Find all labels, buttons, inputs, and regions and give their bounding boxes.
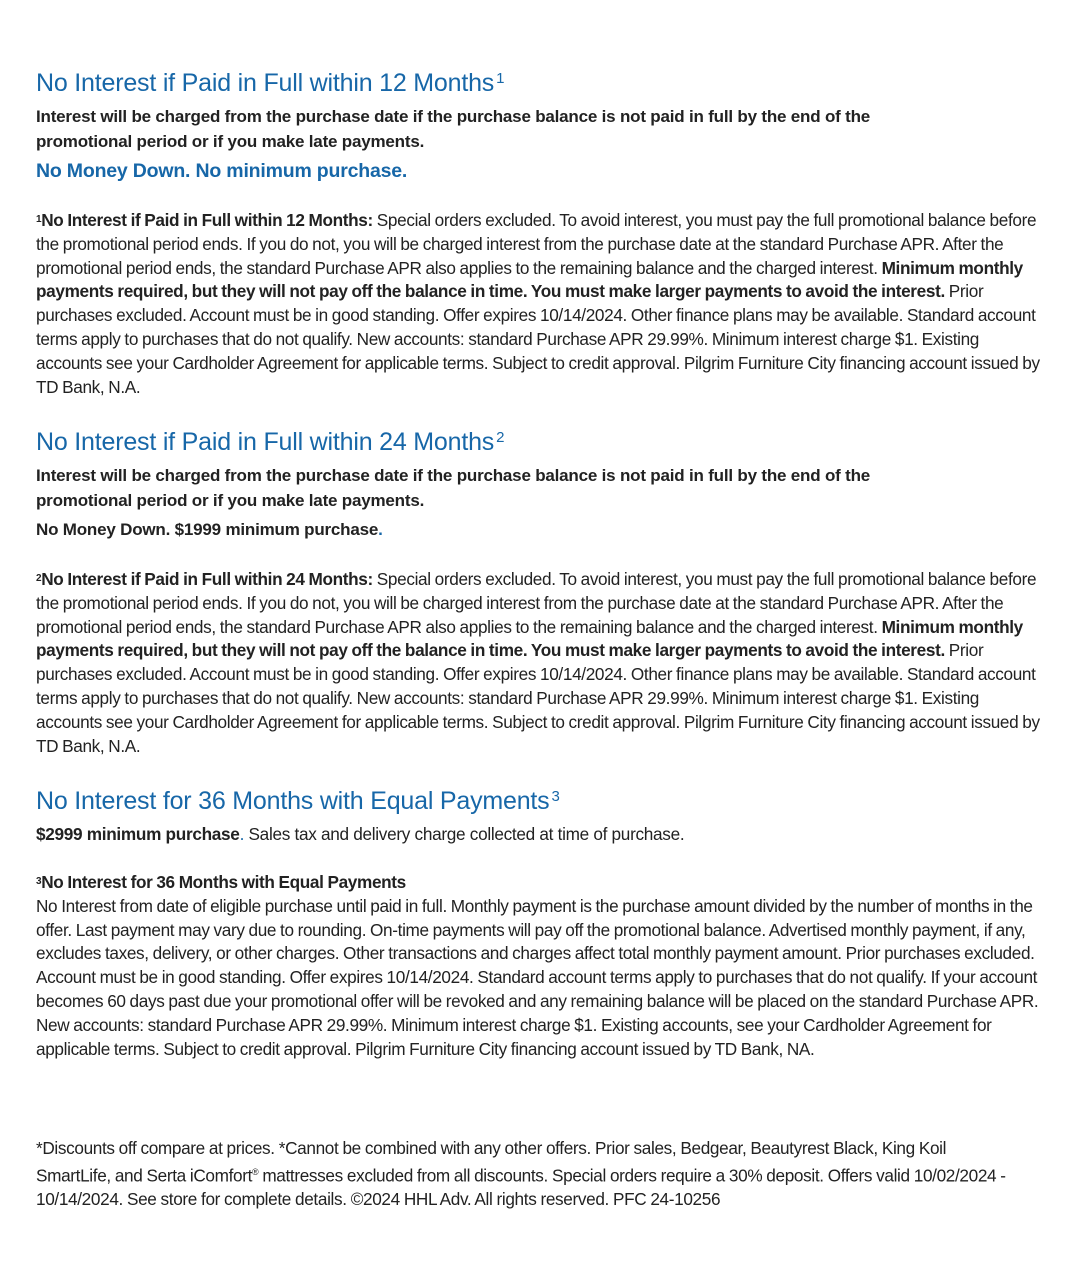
fine-print-paragraph <box>36 209 1046 399</box>
offer-12-title <box>36 68 1046 98</box>
offer-36-fine-print <box>36 871 1046 1061</box>
offer-24-months <box>36 427 1046 543</box>
fine-print-text: Special orders excluded. To avoid interest, you must pay the full promotional balance before the promotional period ends. If you do not, you will be charged interest from the purchase date at the standard Purchase APR. After the promotional period ends, the standard Purchase APR also applies to the remaining balance and the charged interest. <box>36 569 1037 637</box>
tagline-period: . <box>378 520 383 539</box>
offer-24-tagline <box>36 517 1046 543</box>
footnote-mark: 1 <box>36 214 42 225</box>
offer-36-title-text: No Interest for 36 Months with Equal Payments <box>36 787 550 815</box>
offer-12-tagline: No Money Down. No minimum purchase. <box>36 160 408 182</box>
disclaimer-paragraph <box>36 1137 1016 1212</box>
fine-print-text: Prior purchases excluded. Account must be in good standing. Offer expires 10/14/2024. Other finance plans may be available. Standard account terms apply to purchases that do not qualify. New accounts: standard Purchase APR 29.99%. Minimum interest charge $1. Existing accounts see your Cardholder Agreement for applicable terms. Subject to credit approval. Pilgrim Furniture City financing account issued by TD Bank, N.A. <box>36 281 1040 397</box>
fine-print-paragraph <box>36 568 1046 758</box>
offer-36-title <box>36 786 1046 816</box>
fine-print-title: No Interest if Paid in Full within 12 Months: <box>41 210 373 230</box>
registered-mark: ® <box>252 1166 259 1177</box>
fine-print-title: No Interest for 36 Months with Equal Payments <box>41 872 406 892</box>
offer-24-title-text: No Interest if Paid in Full within 24 Months <box>36 428 495 456</box>
offer-12-fine-print <box>36 209 1046 399</box>
disclaimer-text: mattresses excluded from all discounts. Special orders require a 30% deposit. Offers valid 10/02/2024 - 10/14/2024. See store for complete details. ©2024 HHL Adv. All rights reserved. PFC 24-10256 <box>36 1165 1006 1210</box>
minimum-rest: Sales tax and delivery charge collected at time of purchase. <box>244 824 685 844</box>
footnote-mark: 2 <box>496 429 505 446</box>
offer-24-title <box>36 427 1046 457</box>
fine-print-bold: Minimum monthly payments required, but they will not pay off the balance in time. You must make larger payments to avoid the interest. <box>36 257 1023 302</box>
offer-24-fine-print <box>36 568 1046 758</box>
minimum-purchase: $2999 minimum purchase <box>36 824 240 844</box>
footnote-mark: 1 <box>496 70 505 87</box>
fine-print-bold: Minimum monthly payments required, but they will not pay off the balance in time. You must make larger payments to avoid the interest. <box>36 616 1023 661</box>
offer-12-months <box>36 68 1046 184</box>
offer-24-lead: Interest will be charged from the purchase date if the purchase balance is not paid in full by the end of the promotional period or if you make late payments. <box>36 466 871 510</box>
fine-print-title: No Interest if Paid in Full within 24 Months: <box>41 569 373 589</box>
footnote-mark: 3 <box>36 876 42 887</box>
offer-36-months <box>36 786 1046 846</box>
offer-24-tagline-text: No Money Down. $1999 minimum purchase <box>36 520 379 539</box>
fine-print-title-line <box>36 871 1046 895</box>
offer-12-title-text: No Interest if Paid in Full within 12 Months <box>36 69 495 97</box>
fine-print-text: Prior purchases excluded. Account must be in good standing. Offer expires 10/14/2024. Other finance plans may be available. Standard account terms apply to purchases that do not qualify. New accounts: standard Purchase APR 29.99%. Minimum interest charge $1. Existing accounts see your Cardholder Agreement for applicable terms. Subject to credit approval. Pilgrim Furniture City financing account issued by TD Bank, N.A. <box>36 640 1040 756</box>
disclaimer-text: *Discounts off compare at prices. *Cannot be combined with any other offers. Prior sales, Bedgear, Beautyrest Black, King Koil SmartLife, and Serta iComfort <box>36 1138 947 1186</box>
fine-print-paragraph: No Interest from date of eligible purchase until paid in full. Monthly payment is the purchase amount divided by the number of months in the offer. Last payment may vary due to rounding. On-time payments will pay off the promotional balance. Advertised monthly payment, if any, excludes taxes, delivery, or other charges. Other transactions and charges affect total monthly payment amount. Prior purchases excluded. Account must be in good standing. Offer expires 10/14/2024. Standard account terms apply to purchases that do not qualify. If your account becomes 60 days past due your promotional offer will be revoked and any remaining balance will be placed on the standard Purchase APR. New accounts: standard Purchase APR 29.99%. Minimum interest charge $1. Existing accounts, see your Cardholder Agreement for applicable terms. Subject to credit approval. Pilgrim Furniture City financing account issued by TD Bank, NA. <box>36 895 1039 1059</box>
minimum-period: . <box>239 824 245 844</box>
footnote-mark: 3 <box>551 788 560 805</box>
offer-12-lead: Interest will be charged from the purchase date if the purchase balance is not paid in full by the end of the promotional period or if you make late payments. <box>36 107 871 151</box>
general-disclaimer <box>36 1137 1046 1212</box>
footnote-mark: 2 <box>36 573 42 584</box>
offer-36-minimum <box>36 822 1046 846</box>
fine-print-text: Special orders excluded. To avoid interest, you must pay the full promotional balance before the promotional period ends. If you do not, you will be charged interest from the purchase date at the standard Purchase APR. After the promotional period ends, the standard Purchase APR also applies to the remaining balance and the charged interest. <box>36 210 1037 278</box>
